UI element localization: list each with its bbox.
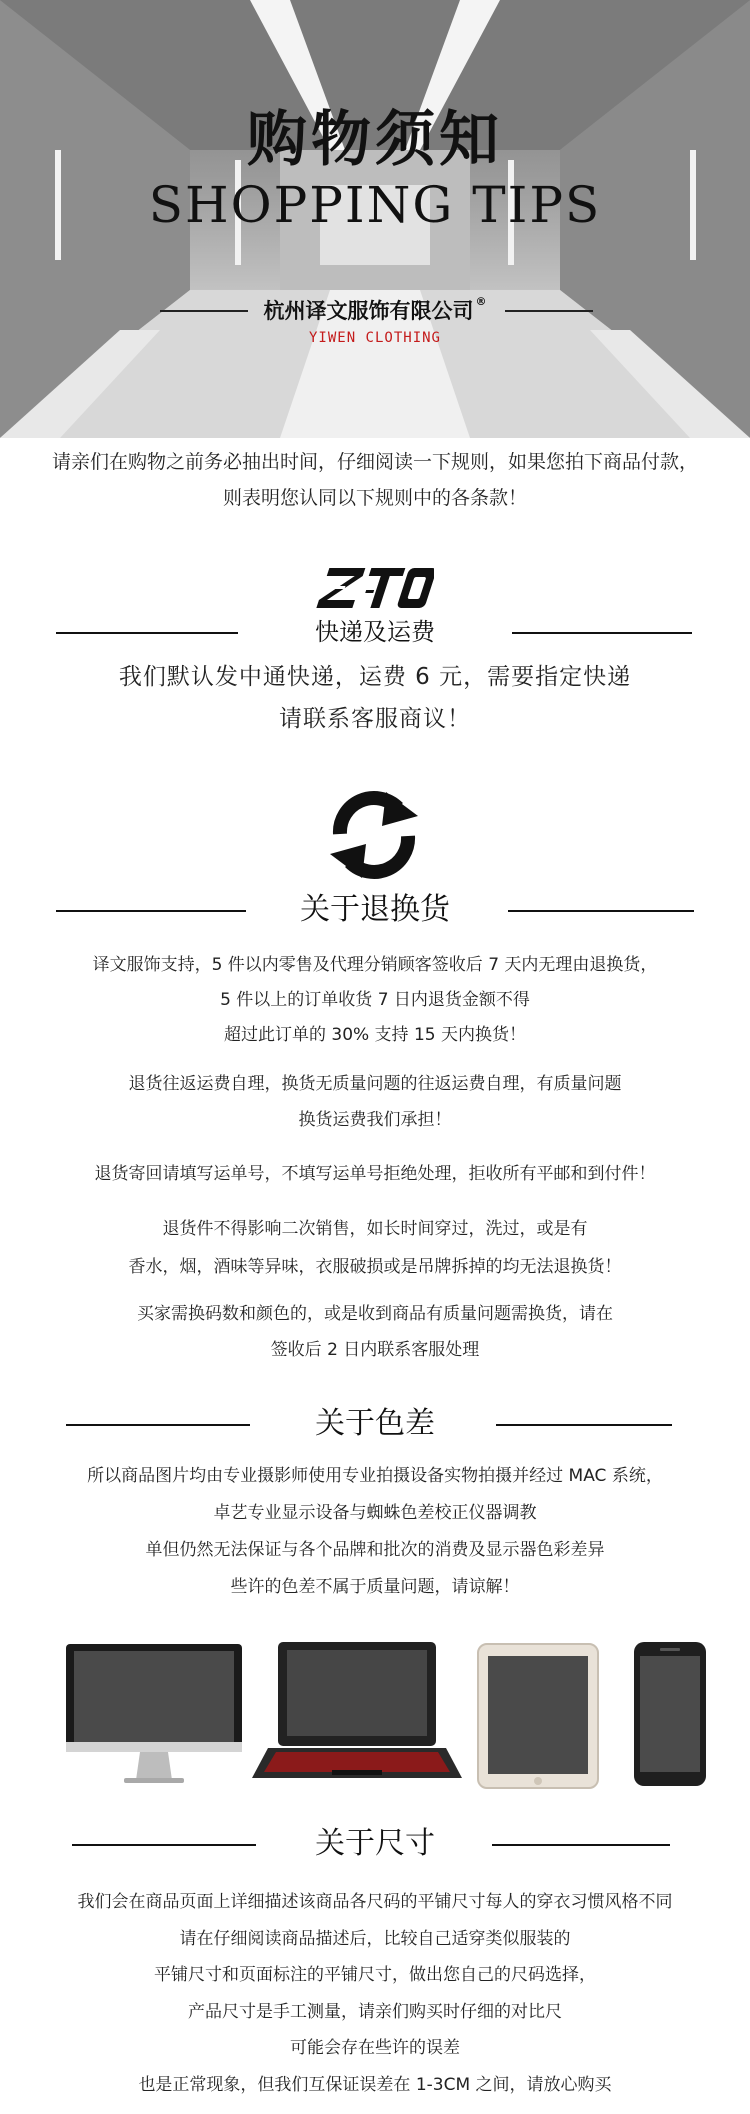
returns-paragraph bbox=[0, 1296, 750, 1368]
registered-mark: ® bbox=[475, 295, 487, 308]
section-title-returns: 关于退换货 bbox=[300, 892, 450, 927]
returns-line: 退货寄回请填写运单号，不填写运单号拒绝处理，拒收所有平邮和到付件！ bbox=[94, 1164, 656, 1184]
color-line: 所以商品图片均由专业摄影师使用专业拍摄设备实物拍摄并经过 MAC 系统， bbox=[87, 1466, 663, 1486]
hero-subtitle: SHOPPING TIPS bbox=[148, 176, 602, 234]
returns-paragraph bbox=[0, 1210, 750, 1286]
header-rule-right bbox=[496, 1424, 672, 1426]
color-line: 单但仍然无法保证与各个品牌和批次的消费及显示器色彩差异 bbox=[145, 1540, 605, 1560]
returns-line: 5 件以上的订单收货 7 日内退货金额不得 bbox=[220, 990, 530, 1010]
section-header-color bbox=[0, 1400, 750, 1448]
refresh-icon bbox=[326, 790, 422, 880]
header-rule-right bbox=[492, 1844, 670, 1846]
hero-banner bbox=[0, 0, 750, 438]
size-line: 可能会存在些许的误差 bbox=[290, 2038, 460, 2058]
returns-line: 退货件不得影响二次销售，如长时间穿过，洗过，或是有 bbox=[162, 1219, 588, 1239]
shipping-text bbox=[0, 656, 750, 740]
intro-line: 则表明您认同以下规则中的各条款！ bbox=[222, 487, 527, 509]
returns-line: 签收后 2 日内联系客服处理 bbox=[270, 1340, 480, 1360]
returns-line: 换货运费我们承担！ bbox=[298, 1110, 452, 1130]
header-rule-right bbox=[512, 632, 692, 634]
hero-title: 购物须知 bbox=[247, 105, 503, 175]
size-text bbox=[0, 1884, 750, 2103]
section-header-size bbox=[0, 1820, 750, 1868]
color-text bbox=[0, 1458, 750, 1606]
color-line: 卓艺专业显示设备与蜘蛛色差校正仪器调教 bbox=[213, 1503, 537, 1523]
returns-paragraph bbox=[0, 948, 750, 1053]
returns-line: 退货往返运费自理，换货无质量问题的往返运费自理，有质量问题 bbox=[128, 1074, 622, 1094]
company-english-name: YIWEN CLOTHING bbox=[308, 330, 441, 346]
returns-line: 译文服饰支持，5 件以内零售及代理分销顾客签收后 7 天内无理由退换货， bbox=[92, 955, 658, 975]
company-name-text: 杭州译文服饰有限公司 bbox=[263, 299, 474, 323]
intro-text bbox=[0, 444, 750, 516]
returns-paragraph bbox=[0, 1156, 750, 1192]
returns-line: 买家需换码数和颜色的，或是收到商品有质量问题需换货，请在 bbox=[137, 1304, 613, 1324]
section-title-shipping: 快递及运费 bbox=[315, 618, 435, 646]
size-line: 平铺尺寸和页面标注的平铺尺寸，做出您自己的尺码选择， bbox=[154, 1965, 596, 1985]
section-header-returns bbox=[0, 886, 750, 934]
size-line: 请在仔细阅读商品描述后，比较自己适穿类似服装的 bbox=[179, 1928, 571, 1949]
size-line: 产品尺寸是手工测量，请亲们购买时仔细的对比尺 bbox=[188, 2001, 562, 2022]
zto-express-logo bbox=[314, 566, 434, 612]
section-title-color: 关于色差 bbox=[315, 1406, 435, 1441]
laptop-image bbox=[252, 1642, 462, 1778]
color-line: 些许的色差不属于质量问题，请谅解！ bbox=[230, 1577, 520, 1597]
size-line: 我们会在商品页面上详细描述该商品各尺码的平铺尺寸每人的穿衣习惯风格不同 bbox=[77, 1892, 673, 1912]
company-name bbox=[0, 295, 750, 325]
shipping-line: 我们默认发中通快递，运费 6 元，需要指定快递 bbox=[118, 664, 632, 690]
section-title-size: 关于尺寸 bbox=[315, 1826, 435, 1861]
header-rule-right bbox=[508, 910, 694, 912]
shipping-line: 请联系客服商议！ bbox=[279, 706, 471, 732]
intro-line: 请亲们在购物之前务必抽出时间，仔细阅读一下规则，如果您拍下商品付款， bbox=[51, 451, 698, 473]
devices-image bbox=[0, 1630, 750, 1790]
section-header-shipping bbox=[0, 612, 750, 652]
tablet-image bbox=[478, 1644, 598, 1788]
returns-line: 超过此订单的 30% 支持 15 天内换货！ bbox=[223, 1025, 527, 1045]
returns-paragraph bbox=[0, 1066, 750, 1138]
monitor-image bbox=[66, 1644, 242, 1783]
returns-line: 香水，烟，酒味等异味，衣服破损或是吊牌拆掉的均无法退换货！ bbox=[128, 1257, 622, 1277]
size-line: 也是正常现象，但我们互保证误差在 1-3CM 之间，请放心购买 bbox=[138, 2074, 612, 2095]
phone-image bbox=[634, 1642, 706, 1786]
hero-divider-right bbox=[505, 310, 593, 312]
